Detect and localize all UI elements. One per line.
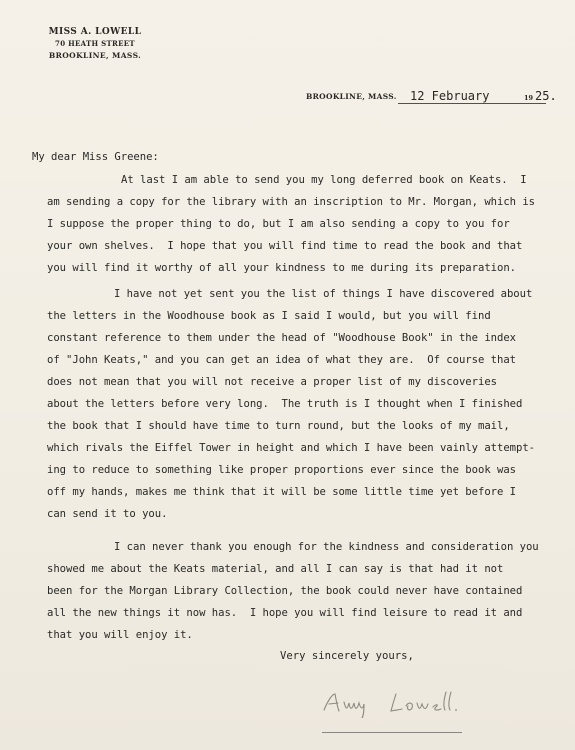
body-line: am sending a copy for the library with an inscription to Mr. Morgan, which is xyxy=(47,196,536,208)
body-line: the letters in the Woodhouse book as I said I would, but you will find xyxy=(47,310,491,322)
body-line: showed me about the Keats material, and all I can say is that had it not xyxy=(47,563,504,575)
dateline xyxy=(306,89,566,105)
dateline-year-prefix: 19 xyxy=(524,94,534,102)
body-line: which rivals the Eiffel Tower in height and which I have been vainly attempt- xyxy=(47,442,536,454)
body-line: that you will enjoy it. xyxy=(47,629,193,641)
letterhead xyxy=(30,26,160,62)
archive-stamp xyxy=(528,744,566,750)
letterhead-name: MISS A. LOWELL xyxy=(48,27,142,37)
body-line: the book that I should have time to turn round, but the looks of my mail, xyxy=(47,420,510,432)
body-line: can send it to you. xyxy=(47,508,168,520)
salutation: My dear Miss Greene: xyxy=(32,151,159,163)
body-line: your own shelves. I hope that you will find time to read the book and that xyxy=(47,240,523,252)
body-line: been for the Morgan Library Collection, the book could never have contained xyxy=(47,585,523,597)
body-line: of "John Keats," and you can get an idea of what they are. Of course that xyxy=(47,354,517,366)
body-line: you will find it worthy of all your kindness to me during its preparation. xyxy=(47,262,517,274)
body-line: constant reference to them under the head of "Woodhouse Book" in the index xyxy=(47,332,517,344)
letterhead-street: 70 HEATH STREET xyxy=(55,39,135,48)
body-line: does not mean that you will not receive a proper list of my discoveries xyxy=(47,376,497,388)
body-line: I suppose the proper thing to do, but I am also sending a copy to you for xyxy=(47,218,510,230)
body-line: I can never thank you enough for the kindness and consideration you xyxy=(114,541,539,553)
dateline-date: 12 February xyxy=(410,89,490,103)
body-line: off my hands, makes me think that it will be some little time yet before I xyxy=(47,486,517,498)
body-line: At last I am able to send you my long deferred book on Keats. I xyxy=(121,174,527,186)
body-line: about the letters before very long. The truth is I thought when I finished xyxy=(47,398,523,410)
body-line: ing to reduce to something like proper proportions ever since the book was xyxy=(47,464,517,476)
dateline-city: BROOKLINE, MASS. xyxy=(306,92,397,101)
body-line: all the new things it now has. I hope you will find leisure to read it and xyxy=(47,607,523,619)
closing: Very sincerely yours, xyxy=(280,650,414,662)
signature xyxy=(320,688,500,718)
dateline-year: 25. xyxy=(535,89,557,103)
signature-rule xyxy=(322,732,462,733)
body-line: I have not yet sent you the list of things I have discovered about xyxy=(114,288,533,300)
letterhead-city: BROOKLINE, MASS. xyxy=(48,51,142,60)
dateline-rule xyxy=(398,103,546,104)
